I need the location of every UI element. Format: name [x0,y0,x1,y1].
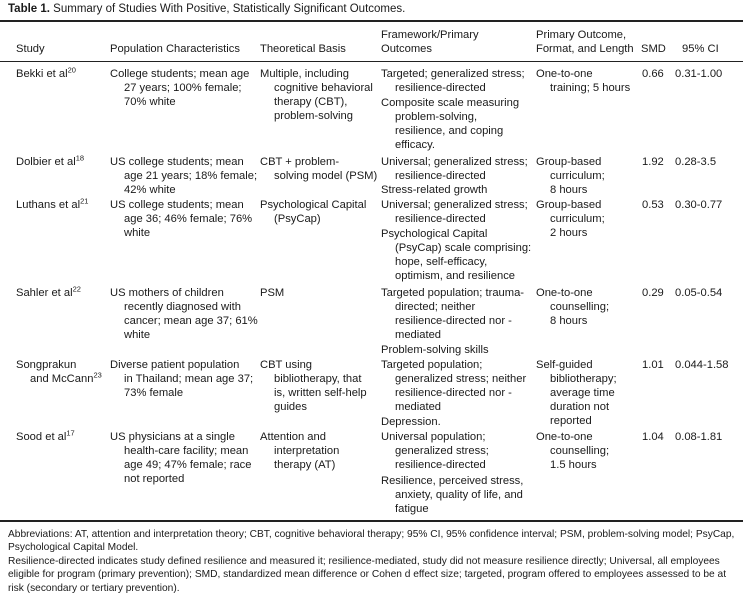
header-theoretical: Theoretical Basis [260,43,346,55]
primary-outcome-cell: One-to-one counselling; 8 hours [536,287,610,327]
ci-cell: 0.30-0.77 [675,199,723,211]
header-smd: SMD [641,43,666,55]
framework-cell: Universal; generalized stress; resilience-directed [381,156,528,182]
study-cell: Dolbier et $al^{18}$ [16,153,85,168]
header-study: Study [16,43,45,55]
theoretical-cell: CBT + problem- solving model (PSM) [260,156,378,182]
study-cell: Sahler et $al^{22}$ [16,284,81,299]
header-framework: Framework/Primary Outcomes [381,29,479,55]
table-caption: Summary of Studies With Positive, Statistically Significant Outcomes. [53,3,406,15]
header-ci: 95% CI [682,43,719,55]
primary-outcome-cell: One-to-one counselling; 1.5 hours [536,431,610,471]
primary-outcome-cell: Group-based curriculum; 8 hours [536,156,605,196]
theoretical-cell: Attention and interpretation therapy (AT) [260,431,340,471]
framework-cell: Targeted population; generalized stress; neither resilience-directed nor - mediated [381,359,527,413]
ci-cell: 0.05-0.54 [675,287,723,299]
smd-cell: 1.04 [642,431,664,443]
ci-cell: 0.31-1.00 [675,68,723,80]
population-cell: College students; mean age 27 years; 100% female; 70% white [110,68,250,108]
smd-cell: 0.66 [642,68,664,80]
framework-cell: Universal population; generalized stress; resilience-directed [381,431,489,471]
outcome-cell: Depression. [381,416,441,428]
smd-cell: 0.53 [642,199,664,211]
theoretical-cell: CBT using bibliotherapy, that is, written self-help guides [260,359,367,413]
table-label: Table 1. [8,3,50,15]
ci-cell: 0.044-1.58 [675,359,729,371]
header-rule [0,61,743,62]
ci-cell: 0.08-1.81 [675,431,723,443]
population-cell: US college students; mean age 36; 46% female; 76% white [110,199,253,239]
framework-cell: Universal; generalized stress; resilience-directed [381,199,528,225]
header-primary-outcome: Primary Outcome, Format, and Length [536,29,634,55]
table-footnotes [8,528,736,595]
population-cell: Diverse patient population in Thailand; mean age 37; 73% female [110,359,254,399]
table-title [8,3,405,15]
framework-cell: Targeted; generalized stress; resilience-directed [381,68,525,94]
smd-cell: 1.01 [642,359,664,371]
outcome-cell: Resilience, perceived stress, anxiety, quality of life, and fatigue [381,475,524,515]
smd-cell: 0.29 [642,287,664,299]
top-rule [0,20,743,22]
outcome-cell: Stress-related growth [381,184,488,196]
bottom-rule [0,520,743,522]
study-cell: Bekki et $al^{20}$ [16,65,76,80]
outcome-cell: Composite scale measuring problem-solving, resilience, and coping efficacy. [381,97,520,151]
population-cell: US mothers of children recently diagnosed with cancer; mean age 37; 61% white [110,287,258,341]
framework-cell: Targeted population; trauma- directed; neither resilience-directed nor - mediated [381,287,525,341]
study-cell: Sood et $al^{17}$ [16,428,75,443]
study-cell: Songprakun and McCann$^{23}$ [16,359,102,385]
ci-cell: 0.28-3.5 [675,156,717,168]
population-cell: US college students; mean age 21 years; 18% female; 42% white [110,156,258,196]
header-population: Population Characteristics [110,43,240,55]
footnote-line: Abbreviations: AT, attention and interpretation theory; CBT, cognitive behavioral therapy; 95% CI, 95% confidence interval; PSM, problem-solving model; PsyCap, [8,529,735,540]
footnote-line: Resilience-directed indicates study defined resilience and measured it; resilience-mediated, study did not measure resilience directly; Universal, all employees [8,555,720,567]
study-cell: Luthans et $al^{21}$ [16,196,89,211]
outcome-cell: Psychological Capital (PsyCap) scale comprising: hope, self-efficacy, optimism, and resilience [381,228,532,282]
primary-outcome-cell: Group-based curriculum; 2 hours [536,199,605,239]
theoretical-cell: PSM [260,287,285,299]
smd-cell: 1.92 [642,156,664,168]
primary-outcome-cell: Self-guided bibliotherapy; average time duration not reported [536,359,617,427]
primary-outcome-cell: One-to-one training; 5 hours [536,68,631,94]
footnote-line: Psychological Capital Model. [8,542,139,554]
population-cell: US physicians at a single health-care facility; mean age 49; 47% female; race not reported [110,431,252,485]
footnote-line: eligible for program (primary prevention); SMD, standardized mean difference or Cohen d effect size; targeted, program offered to employees assessed to be at [8,569,727,581]
footnote-line: risk (secondary or tertiary prevention). [8,582,180,594]
theoretical-cell: Multiple, including cognitive behavioral therapy (CBT), problem-solving [260,68,373,122]
theoretical-cell: Psychological Capital (PsyCap) [260,199,367,225]
outcome-cell: Problem-solving skills [381,344,489,356]
